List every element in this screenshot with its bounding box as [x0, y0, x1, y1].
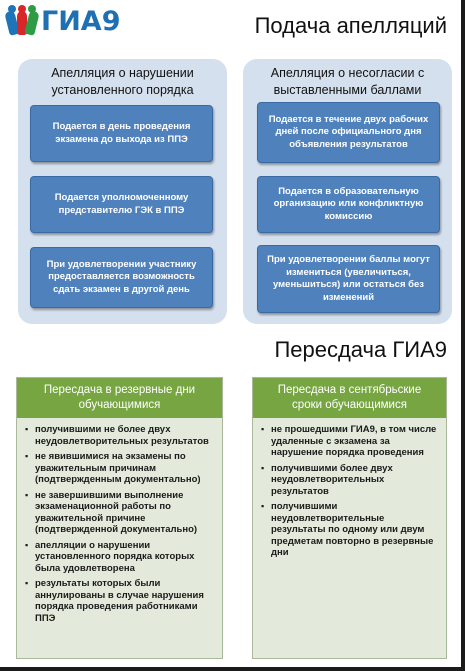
- retake-card-september: [252, 377, 447, 659]
- page-border-bottom: [0, 667, 465, 671]
- list-item: ▪ не явившимися на экзамены по уважительным причинам (подтвержденным документально): [25, 451, 216, 486]
- appeal-section-title: Подача апелляций: [254, 13, 447, 38]
- retake-list: [253, 424, 446, 563]
- appeal-info-box: При удовлетворении баллы могут измениться (увеличиться, уменьшиться) или остаться без изменений: [257, 245, 440, 313]
- list-item: ▪ получившими более двух неудовлетворительных результатов: [261, 463, 440, 498]
- people-figures-icon: [6, 5, 38, 37]
- logo-text: ГИА9: [41, 5, 121, 37]
- list-item: ▪ получившими не более двух неудовлетворительных результатов: [25, 424, 216, 447]
- appeal-info-box: Подается в образовательную организацию или конфликтную комиссию: [257, 176, 440, 233]
- retake-card-title: Пересдача в резервные дни обучающимися: [17, 378, 222, 418]
- appeal-info-box: Подается в течение двух рабочих дней после официального дня объявления результатов: [257, 102, 440, 163]
- retake-card-reserve: [16, 377, 223, 659]
- list-item: ▪ результаты которых были аннулированы в случае нарушения порядка проведения работниками ППЭ: [25, 578, 216, 624]
- appeal-info-box: Подается уполномоченному представителю ГЭК в ППЭ: [30, 176, 213, 233]
- list-item: ▪ получившими неудовлетворительные результаты по одному или двум предметам повторно в резервные дни: [261, 501, 440, 559]
- list-item: ▪ не завершившими выполнение экзаменационной работы по уважительной причине (подтвержденной документально): [25, 490, 216, 536]
- retake-section-title: Пересдача ГИА9: [274, 337, 447, 362]
- page-border-right: [461, 0, 465, 671]
- list-item: ▪ не прошедшими ГИА9, в том числе удаленные с экзамена за нарушение порядка проведения: [261, 424, 440, 459]
- gia9-logo: [6, 4, 120, 38]
- appeal-panel-scores: [243, 59, 452, 324]
- appeal-panel-procedure: [18, 59, 227, 324]
- appeal-info-box: При удовлетворении участнику предоставляется возможность сдать экзамен в другой день: [30, 247, 213, 308]
- list-item: ▪ апелляции о нарушении установленного порядка которых была удовлетворена: [25, 540, 216, 575]
- appeal-info-box: Подается в день проведения экзамена до выхода из ППЭ: [30, 105, 213, 162]
- retake-list: [17, 424, 222, 628]
- appeal-panel-title: Апелляция о нарушении установленного порядка: [51, 66, 194, 97]
- appeal-panel-title: Апелляция о несогласии с выставленными баллами: [270, 66, 425, 97]
- retake-card-title: Пересдача в сентябрьские сроки обучающимися: [253, 378, 446, 418]
